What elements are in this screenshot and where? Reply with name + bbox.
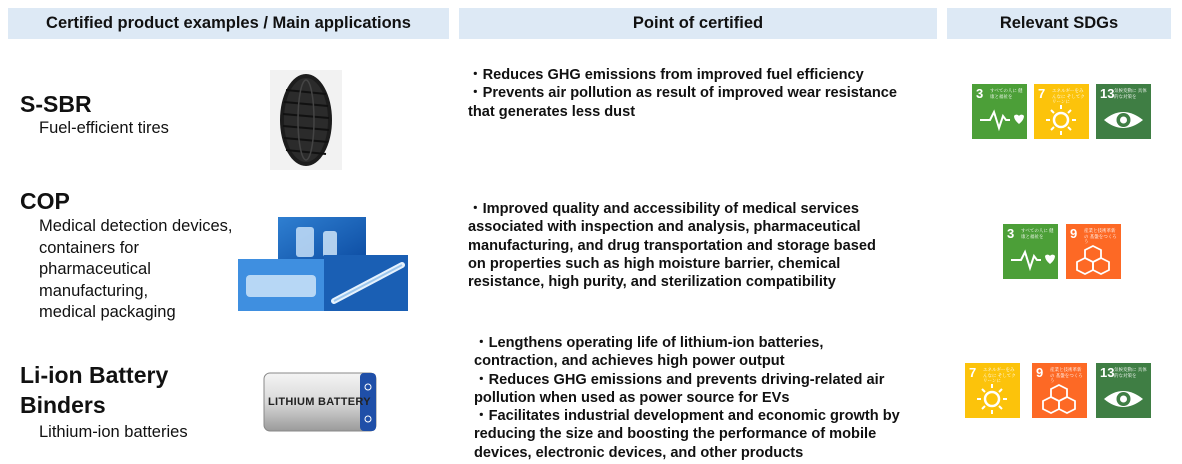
medical-containers-image — [238, 217, 408, 311]
sdg-9-icon: 9 産業と技術革新の 基盤をつくろう — [1032, 363, 1087, 418]
point-s-sbr: ・Reduces GHG emissions from improved fuel efficiency ・Prevents air pollution as result of improved wear resistance that generates less dust — [468, 67, 898, 120]
product-name-s-sbr: S-SBR — [20, 91, 92, 117]
product-name-li-ion: Li-ion Battery Binders — [20, 362, 169, 418]
header-sdgs: Relevant SDGs — [947, 8, 1171, 39]
header-point: Point of certified — [459, 8, 937, 39]
sdg-3-icon: 3 すべての人に 健康と福祉を — [972, 84, 1027, 139]
sdg-3-icon: 3 すべての人に 健康と福祉を — [1003, 224, 1058, 279]
sdg-13-icon: 13 気候変動に 具体的な対策を — [1096, 84, 1151, 139]
tire-image — [270, 70, 342, 170]
product-name-cop: COP — [20, 188, 70, 214]
sdg-9-icon: 9 産業と技術革新の 基盤をつくろう — [1066, 224, 1121, 279]
sdg-7-icon: 7 エネルギーをみんなに そしてクリーンに — [965, 363, 1020, 418]
sdg-7-icon: 7 エネルギーをみんなに そしてクリーンに — [1034, 84, 1089, 139]
application-cop: Medical detection devices, containers for pharmaceutical manufacturing, medical packaging — [39, 217, 233, 321]
point-li-ion: ・Lengthens operating life of lithium-ion batteries, contraction, and achieves high power output ・Reduces GHG emissions and prevents driving-related air pollution when used as power source for EVs ・Facilitates industrial development and economic growth by reducing the size and boosting the performance of mobile devices, electronic devices, and other products — [474, 335, 900, 461]
point-cop: ・Improved quality and accessibility of medical services associated with inspection and analysis, pharmaceutical manufacturing, and drug transportation and storage based on properties such as high moisture barrier, chemical resistance, high purity, and sterilization compatibility — [468, 201, 876, 291]
sdg-13-icon: 13 気候変動に 具体的な対策を — [1096, 363, 1151, 418]
application-s-sbr: Fuel-efficient tires — [39, 119, 169, 137]
battery-label: LITHIUM BATTERY — [268, 396, 371, 408]
application-li-ion: Lithium-ion batteries — [39, 423, 188, 441]
header-examples: Certified product examples / Main applications — [8, 8, 449, 39]
